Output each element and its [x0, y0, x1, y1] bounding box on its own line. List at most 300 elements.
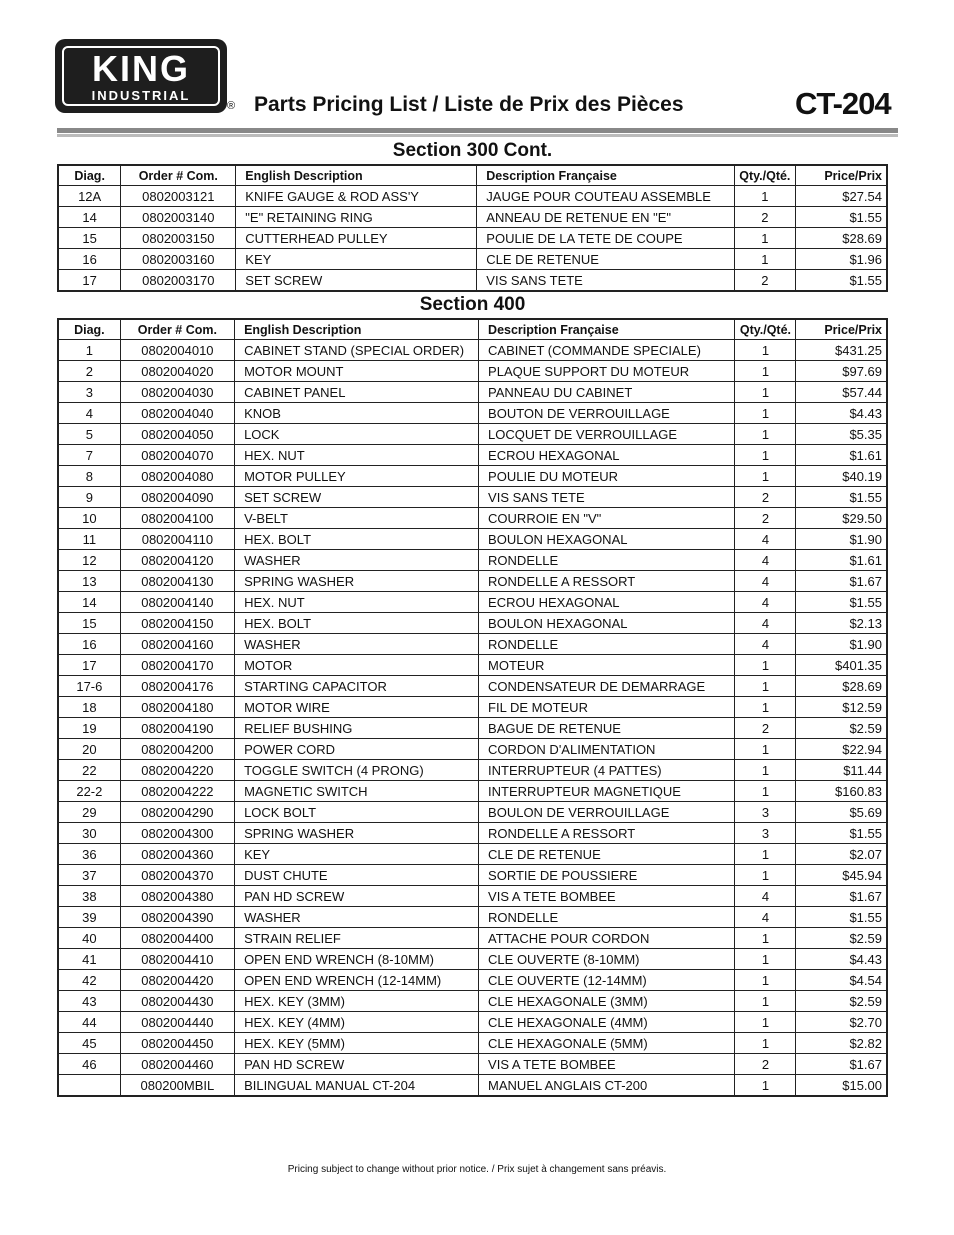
- cell-fr: POULIE DU MOTEUR: [479, 466, 735, 487]
- table-row: [58, 802, 887, 823]
- cell-en: HEX. NUT: [235, 592, 479, 613]
- table-row: [58, 865, 887, 886]
- cell-en: SPRING WASHER: [235, 571, 479, 592]
- cell-qty: 1: [735, 382, 796, 403]
- header-rule-thick: [57, 128, 898, 133]
- cell-qty: 1: [735, 676, 796, 697]
- section-400-table: [57, 318, 888, 1097]
- cell-qty: 4: [735, 634, 796, 655]
- cell-price: $4.43: [796, 949, 887, 970]
- cell-order: 0802004440: [120, 1012, 234, 1033]
- cell-diag: 16: [58, 634, 120, 655]
- cell-fr: CLE OUVERTE (12-14MM): [479, 970, 735, 991]
- cell-qty: 1: [735, 1075, 796, 1097]
- cell-order: 0802004010: [120, 340, 234, 361]
- cell-fr: ANNEAU DE RETENUE EN "E": [477, 207, 735, 228]
- cell-price: $1.67: [796, 571, 887, 592]
- cell-en: HEX. NUT: [235, 445, 479, 466]
- cell-en: CABINET PANEL: [235, 382, 479, 403]
- table-row: [58, 249, 887, 270]
- cell-en: V-BELT: [235, 508, 479, 529]
- cell-qty: 2: [735, 487, 796, 508]
- cell-qty: 2: [735, 718, 796, 739]
- cell-en: "E" RETAINING RING: [236, 207, 477, 228]
- cell-diag: 46: [58, 1054, 120, 1075]
- table-row: [58, 487, 887, 508]
- cell-price: $29.50: [796, 508, 887, 529]
- cell-qty: 1: [735, 1033, 796, 1054]
- column-header-fr: Description Française: [477, 165, 735, 186]
- column-header-order: Order # Com.: [121, 165, 236, 186]
- table-row: [58, 1075, 887, 1097]
- table-row: [58, 718, 887, 739]
- header-rule-thin: [57, 134, 898, 137]
- cell-diag: 17: [58, 270, 121, 292]
- cell-diag: 22: [58, 760, 120, 781]
- cell-order: 0802004430: [120, 991, 234, 1012]
- cell-order: 0802003170: [121, 270, 236, 292]
- cell-price: $4.43: [796, 403, 887, 424]
- cell-fr: CLE OUVERTE (8-10MM): [479, 949, 735, 970]
- cell-qty: 4: [735, 613, 796, 634]
- table-row: [58, 886, 887, 907]
- column-header-en: English Description: [235, 319, 479, 340]
- cell-qty: 1: [735, 466, 796, 487]
- cell-qty: 1: [735, 781, 796, 802]
- column-header-qty: Qty./Qté.: [734, 165, 795, 186]
- cell-price: $5.69: [796, 802, 887, 823]
- cell-en: WASHER: [235, 634, 479, 655]
- cell-order: 0802004130: [120, 571, 234, 592]
- cell-order: 0802004390: [120, 907, 234, 928]
- cell-fr: MANUEL ANGLAIS CT-200: [479, 1075, 735, 1097]
- table-row: [58, 634, 887, 655]
- cell-fr: PANNEAU DU CABINET: [479, 382, 735, 403]
- cell-fr: ECROU HEXAGONAL: [479, 592, 735, 613]
- cell-price: $1.55: [795, 207, 887, 228]
- cell-qty: 1: [735, 739, 796, 760]
- cell-fr: VIS SANS TETE: [477, 270, 735, 292]
- table-row: [58, 508, 887, 529]
- cell-en: KEY: [235, 844, 479, 865]
- table-row: [58, 1033, 887, 1054]
- cell-en: TOGGLE SWITCH (4 PRONG): [235, 760, 479, 781]
- cell-order: 0802004290: [120, 802, 234, 823]
- cell-diag: 17: [58, 655, 120, 676]
- table-row: [58, 781, 887, 802]
- cell-en: MOTOR: [235, 655, 479, 676]
- cell-order: 0802003160: [121, 249, 236, 270]
- cell-order: 0802004460: [120, 1054, 234, 1075]
- cell-diag: 44: [58, 1012, 120, 1033]
- cell-price: $1.90: [796, 529, 887, 550]
- cell-diag: 4: [58, 403, 120, 424]
- cell-price: $1.90: [796, 634, 887, 655]
- cell-en: CABINET STAND (SPECIAL ORDER): [235, 340, 479, 361]
- cell-qty: 1: [735, 340, 796, 361]
- cell-en: STARTING CAPACITOR: [235, 676, 479, 697]
- cell-fr: CLE DE RETENUE: [477, 249, 735, 270]
- cell-fr: RONDELLE A RESSORT: [479, 571, 735, 592]
- cell-qty: 1: [735, 760, 796, 781]
- cell-diag: 12A: [58, 186, 121, 207]
- cell-price: $97.69: [796, 361, 887, 382]
- cell-fr: ECROU HEXAGONAL: [479, 445, 735, 466]
- table-row: [58, 1012, 887, 1033]
- table-row: [58, 424, 887, 445]
- cell-diag: 20: [58, 739, 120, 760]
- cell-fr: CONDENSATEUR DE DEMARRAGE: [479, 676, 735, 697]
- cell-qty: 1: [735, 991, 796, 1012]
- column-header-order: Order # Com.: [120, 319, 234, 340]
- cell-en: DUST CHUTE: [235, 865, 479, 886]
- cell-en: MOTOR WIRE: [235, 697, 479, 718]
- cell-fr: LOCQUET DE VERROUILLAGE: [479, 424, 735, 445]
- cell-diag: 10: [58, 508, 120, 529]
- cell-fr: BOUTON DE VERROUILLAGE: [479, 403, 735, 424]
- section-300-table: [57, 164, 888, 292]
- cell-qty: 1: [735, 970, 796, 991]
- cell-diag: 29: [58, 802, 120, 823]
- cell-qty: 1: [735, 865, 796, 886]
- cell-en: OPEN END WRENCH (8-10MM): [235, 949, 479, 970]
- table-row: [58, 445, 887, 466]
- cell-qty: 2: [734, 207, 795, 228]
- cell-order: 0802003121: [121, 186, 236, 207]
- cell-price: $2.59: [796, 928, 887, 949]
- cell-order: 0802004410: [120, 949, 234, 970]
- cell-price: $1.55: [796, 823, 887, 844]
- cell-price: $1.55: [796, 487, 887, 508]
- cell-en: LOCK: [235, 424, 479, 445]
- section-300-title: Section 300 Cont.: [392, 140, 553, 161]
- cell-en: BILINGUAL MANUAL CT-204: [235, 1075, 479, 1097]
- cell-price: $28.69: [796, 676, 887, 697]
- table-row: [58, 676, 887, 697]
- cell-diag: 18: [58, 697, 120, 718]
- cell-diag: 12: [58, 550, 120, 571]
- cell-diag: 22-2: [58, 781, 120, 802]
- cell-order: 0802004170: [120, 655, 234, 676]
- cell-fr: COURROIE EN "V": [479, 508, 735, 529]
- cell-en: STRAIN RELIEF: [235, 928, 479, 949]
- cell-price: $1.55: [796, 907, 887, 928]
- cell-order: 0802004110: [120, 529, 234, 550]
- table-row: [58, 697, 887, 718]
- cell-fr: CLE HEXAGONALE (3MM): [479, 991, 735, 1012]
- cell-diag: 15: [58, 613, 120, 634]
- table-row: [58, 550, 887, 571]
- cell-order: 0802004360: [120, 844, 234, 865]
- cell-price: $11.44: [796, 760, 887, 781]
- column-header-price: Price/Prix: [796, 319, 887, 340]
- cell-diag: 19: [58, 718, 120, 739]
- cell-qty: 3: [735, 802, 796, 823]
- table-row: [58, 403, 887, 424]
- cell-diag: 16: [58, 249, 121, 270]
- table-row: [58, 592, 887, 613]
- cell-order: 0802004150: [120, 613, 234, 634]
- cell-en: MOTOR MOUNT: [235, 361, 479, 382]
- cell-fr: SORTIE DE POUSSIERE: [479, 865, 735, 886]
- cell-qty: 1: [735, 1012, 796, 1033]
- cell-en: MOTOR PULLEY: [235, 466, 479, 487]
- cell-fr: INTERRUPTEUR MAGNETIQUE: [479, 781, 735, 802]
- page-title: Parts Pricing List / Liste de Prix des Pièces: [254, 93, 684, 116]
- cell-diag: 37: [58, 865, 120, 886]
- table-row: [58, 739, 887, 760]
- cell-order: 0802003140: [121, 207, 236, 228]
- cell-qty: 4: [735, 907, 796, 928]
- cell-order: 0802004100: [120, 508, 234, 529]
- cell-price: $27.54: [795, 186, 887, 207]
- cell-price: $40.19: [796, 466, 887, 487]
- cell-en: WASHER: [235, 550, 479, 571]
- table-row: [58, 613, 887, 634]
- cell-diag: 1: [58, 340, 120, 361]
- cell-fr: RONDELLE A RESSORT: [479, 823, 735, 844]
- cell-order: 0802004160: [120, 634, 234, 655]
- cell-price: $1.61: [796, 445, 887, 466]
- cell-qty: 1: [734, 228, 795, 249]
- cell-qty: 1: [735, 445, 796, 466]
- cell-qty: 2: [735, 1054, 796, 1075]
- table-row: [58, 907, 887, 928]
- table-row: [58, 466, 887, 487]
- cell-diag: 8: [58, 466, 120, 487]
- cell-qty: 1: [735, 424, 796, 445]
- table-row: [58, 823, 887, 844]
- table-row: [58, 655, 887, 676]
- table-row: [58, 970, 887, 991]
- cell-fr: BOULON HEXAGONAL: [479, 529, 735, 550]
- cell-qty: 4: [735, 886, 796, 907]
- table-row: [58, 382, 887, 403]
- table-row: [58, 571, 887, 592]
- table-row: [58, 186, 887, 207]
- cell-fr: RONDELLE: [479, 550, 735, 571]
- table-row: [58, 928, 887, 949]
- cell-order: 0802004300: [120, 823, 234, 844]
- cell-fr: VIS A TETE BOMBEE: [479, 1054, 735, 1075]
- table-row: [58, 760, 887, 781]
- cell-price: $1.55: [795, 270, 887, 292]
- cell-order: 0802004030: [120, 382, 234, 403]
- cell-en: SET SCREW: [235, 487, 479, 508]
- cell-price: $5.35: [796, 424, 887, 445]
- cell-order: 0802004380: [120, 886, 234, 907]
- cell-price: $2.70: [796, 1012, 887, 1033]
- column-header-fr: Description Française: [479, 319, 735, 340]
- cell-fr: BOULON DE VERROUILLAGE: [479, 802, 735, 823]
- cell-order: 0802004090: [120, 487, 234, 508]
- cell-fr: CLE DE RETENUE: [479, 844, 735, 865]
- cell-fr: PLAQUE SUPPORT DU MOTEUR: [479, 361, 735, 382]
- column-header-diag: Diag.: [58, 319, 120, 340]
- cell-en: PAN HD SCREW: [235, 1054, 479, 1075]
- cell-en: HEX. KEY (5MM): [235, 1033, 479, 1054]
- table-row: [58, 207, 887, 228]
- cell-diag: 41: [58, 949, 120, 970]
- cell-qty: 3: [735, 823, 796, 844]
- cell-order: 0802004020: [120, 361, 234, 382]
- cell-fr: VIS SANS TETE: [479, 487, 735, 508]
- table-row: [58, 340, 887, 361]
- table-row: [58, 844, 887, 865]
- column-header-qty: Qty./Qté.: [735, 319, 796, 340]
- cell-diag: 17-6: [58, 676, 120, 697]
- king-industrial-logo: [57, 41, 225, 111]
- cell-en: SPRING WASHER: [235, 823, 479, 844]
- table-row: [58, 529, 887, 550]
- column-header-diag: Diag.: [58, 165, 121, 186]
- cell-fr: CABINET (COMMANDE SPECIALE): [479, 340, 735, 361]
- table-row: [58, 991, 887, 1012]
- cell-price: $4.54: [796, 970, 887, 991]
- cell-fr: VIS A TETE BOMBEE: [479, 886, 735, 907]
- cell-en: HEX. KEY (3MM): [235, 991, 479, 1012]
- cell-price: $2.82: [796, 1033, 887, 1054]
- cell-fr: JAUGE POUR COUTEAU ASSEMBLE: [477, 186, 735, 207]
- cell-fr: RONDELLE: [479, 907, 735, 928]
- cell-en: KNIFE GAUGE & ROD ASS'Y: [236, 186, 477, 207]
- cell-fr: ATTACHE POUR CORDON: [479, 928, 735, 949]
- cell-diag: 36: [58, 844, 120, 865]
- cell-fr: FIL DE MOTEUR: [479, 697, 735, 718]
- cell-en: MAGNETIC SWITCH: [235, 781, 479, 802]
- section-400-title: Section 400: [419, 294, 526, 315]
- cell-diag: 9: [58, 487, 120, 508]
- cell-qty: 4: [735, 550, 796, 571]
- logo-word-industrial: INDUSTRIAL: [91, 88, 191, 103]
- cell-qty: 1: [735, 844, 796, 865]
- table-header-row: [58, 165, 887, 186]
- cell-qty: 1: [735, 928, 796, 949]
- cell-en: WASHER: [235, 907, 479, 928]
- cell-fr: CLE HEXAGONALE (5MM): [479, 1033, 735, 1054]
- cell-price: $45.94: [796, 865, 887, 886]
- cell-price: $431.25: [796, 340, 887, 361]
- cell-diag: 5: [58, 424, 120, 445]
- table-row: [58, 949, 887, 970]
- cell-fr: INTERRUPTEUR (4 PATTES): [479, 760, 735, 781]
- cell-en: CUTTERHEAD PULLEY: [236, 228, 477, 249]
- table-row: [58, 1054, 887, 1075]
- cell-en: POWER CORD: [235, 739, 479, 760]
- cell-price: $1.67: [796, 1054, 887, 1075]
- cell-order: 0802004140: [120, 592, 234, 613]
- cell-diag: 40: [58, 928, 120, 949]
- cell-diag: 11: [58, 529, 120, 550]
- cell-order: 0802004050: [120, 424, 234, 445]
- column-header-en: English Description: [236, 165, 477, 186]
- cell-qty: 4: [735, 571, 796, 592]
- cell-diag: 39: [58, 907, 120, 928]
- cell-en: KNOB: [235, 403, 479, 424]
- cell-price: $160.83: [796, 781, 887, 802]
- cell-qty: 4: [735, 592, 796, 613]
- cell-order: 0802004040: [120, 403, 234, 424]
- cell-fr: POULIE DE LA TETE DE COUPE: [477, 228, 735, 249]
- cell-price: $2.59: [796, 991, 887, 1012]
- table-row: [58, 361, 887, 382]
- cell-en: OPEN END WRENCH (12-14MM): [235, 970, 479, 991]
- cell-diag: 38: [58, 886, 120, 907]
- cell-price: $12.59: [796, 697, 887, 718]
- table-row: [58, 270, 887, 292]
- cell-qty: 1: [735, 949, 796, 970]
- cell-diag: 14: [58, 207, 121, 228]
- cell-diag: 13: [58, 571, 120, 592]
- cell-order: 080200MBIL: [120, 1075, 234, 1097]
- column-header-price: Price/Prix: [795, 165, 887, 186]
- cell-fr: BAGUE DE RETENUE: [479, 718, 735, 739]
- cell-qty: 1: [735, 361, 796, 382]
- cell-diag: 14: [58, 592, 120, 613]
- cell-diag: 30: [58, 823, 120, 844]
- cell-order: 0802004370: [120, 865, 234, 886]
- cell-price: $2.07: [796, 844, 887, 865]
- table-row: [58, 228, 887, 249]
- cell-price: $28.69: [795, 228, 887, 249]
- cell-order: 0802004190: [120, 718, 234, 739]
- cell-en: RELIEF BUSHING: [235, 718, 479, 739]
- cell-price: $57.44: [796, 382, 887, 403]
- cell-price: $1.67: [796, 886, 887, 907]
- cell-order: 0802004220: [120, 760, 234, 781]
- cell-fr: CORDON D'ALIMENTATION: [479, 739, 735, 760]
- cell-price: $2.13: [796, 613, 887, 634]
- cell-diag: [58, 1075, 120, 1097]
- cell-order: 0802004180: [120, 697, 234, 718]
- cell-order: 0802004222: [120, 781, 234, 802]
- cell-price: $1.55: [796, 592, 887, 613]
- cell-diag: 42: [58, 970, 120, 991]
- cell-price: $401.35: [796, 655, 887, 676]
- table-header-row: [58, 319, 887, 340]
- cell-order: 0802004420: [120, 970, 234, 991]
- cell-price: $2.59: [796, 718, 887, 739]
- cell-en: HEX. BOLT: [235, 529, 479, 550]
- cell-fr: CLE HEXAGONALE (4MM): [479, 1012, 735, 1033]
- cell-qty: 2: [734, 270, 795, 292]
- cell-diag: 43: [58, 991, 120, 1012]
- model-number: CT-204: [795, 86, 891, 121]
- cell-order: 0802004400: [120, 928, 234, 949]
- cell-en: PAN HD SCREW: [235, 886, 479, 907]
- logo-word-king: KING: [92, 48, 190, 89]
- cell-qty: 2: [735, 508, 796, 529]
- cell-diag: 2: [58, 361, 120, 382]
- cell-order: 0802004080: [120, 466, 234, 487]
- cell-qty: 1: [734, 186, 795, 207]
- cell-qty: 1: [735, 697, 796, 718]
- cell-order: 0802004176: [120, 676, 234, 697]
- cell-en: HEX. KEY (4MM): [235, 1012, 479, 1033]
- cell-qty: 1: [735, 403, 796, 424]
- cell-qty: 1: [735, 655, 796, 676]
- cell-order: 0802004450: [120, 1033, 234, 1054]
- cell-fr: MOTEUR: [479, 655, 735, 676]
- cell-price: $1.61: [796, 550, 887, 571]
- cell-en: LOCK BOLT: [235, 802, 479, 823]
- registered-mark: ®: [227, 100, 236, 112]
- cell-qty: 1: [734, 249, 795, 270]
- cell-diag: 3: [58, 382, 120, 403]
- pricing-disclaimer: Pricing subject to change without prior notice. / Prix sujet à changement sans préavis.: [287, 1164, 667, 1175]
- cell-qty: 4: [735, 529, 796, 550]
- cell-fr: BOULON HEXAGONAL: [479, 613, 735, 634]
